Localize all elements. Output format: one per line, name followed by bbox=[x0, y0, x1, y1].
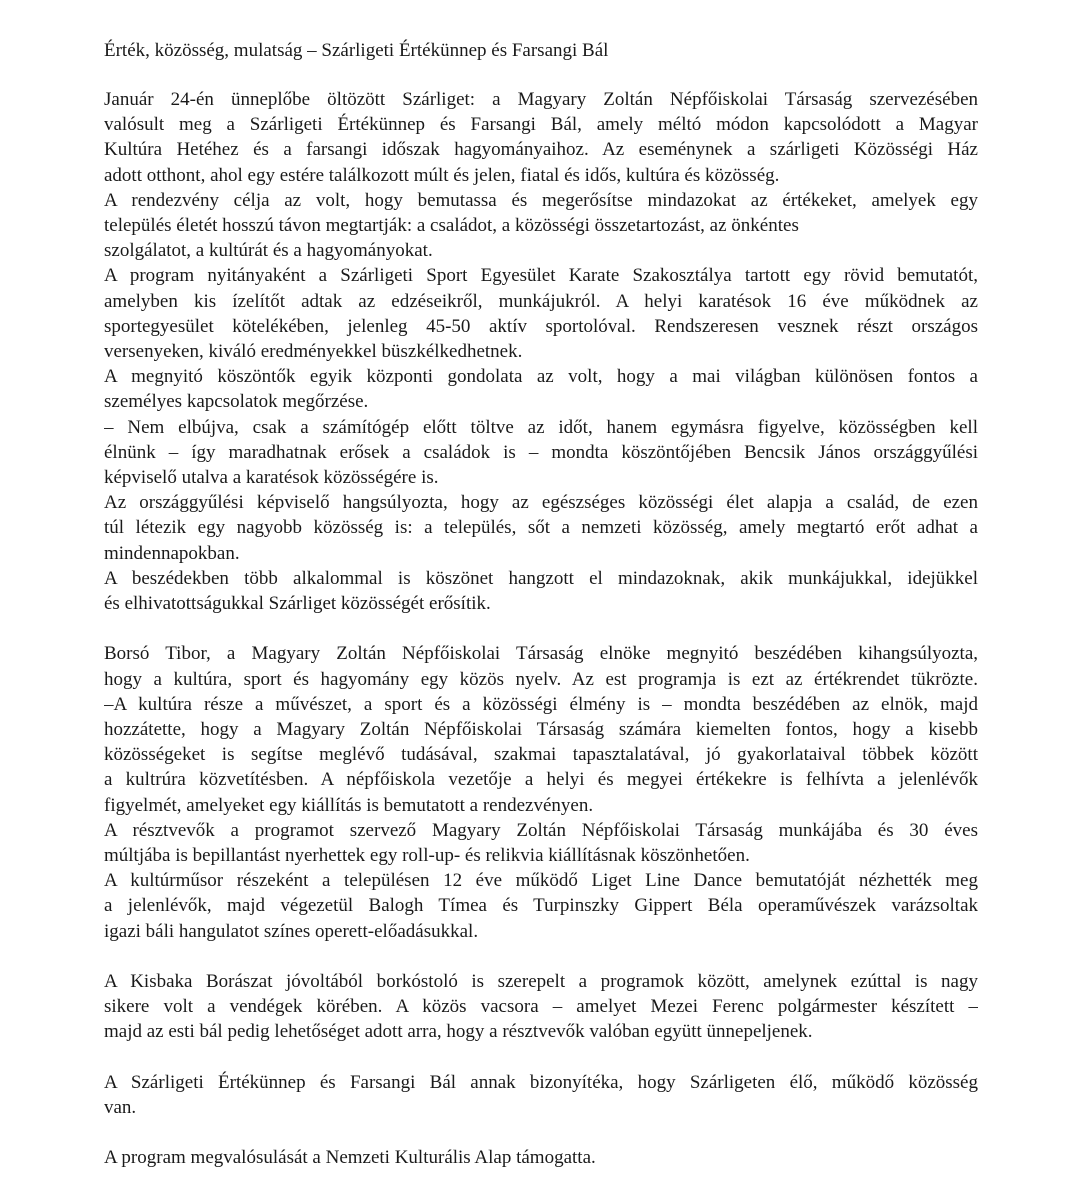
paragraph-line: – Nem elbújva, csak a számítógép előtt töltve az időt, hanem egymásra figyelve, közösségben kell bbox=[104, 416, 978, 438]
paragraph-line: és elhivatottságukkal Szárliget közösségét erősítik. bbox=[104, 593, 491, 614]
paragraph-line: közösségeket is segítse meglévő tudásával, szakmai tapasztalatával, jó gyakorlataival többek között bbox=[104, 744, 978, 766]
paragraph-line: túl létezik egy nagyobb közösség is: a település, sőt a nemzeti közösség, amely megtartó erőt adhat a bbox=[104, 517, 978, 539]
paragraph-line: Borsó Tibor, a Magyary Zoltán Népfőiskolai Társaság elnöke megnyitó beszédében kihangsúlyozta, bbox=[104, 643, 978, 665]
paragraph-line: a kultrúra közvetítésben. A népfőiskola vezetője a helyi és megyei értékekre is felhívta a jelenlévők bbox=[104, 769, 978, 791]
paragraph-line: A program nyitányaként a Szárligeti Sport Egyesület Karate Szakosztálya tartott egy rövid bemutatót, bbox=[104, 265, 978, 287]
paragraph-line: figyelmét, amelyeket egy kiállítás is bemutatott a rendezvényen. bbox=[104, 794, 594, 816]
article-title: Érték, közösség, mulatság – Szárligeti Értékünnep és Farsangi Bál bbox=[104, 40, 609, 61]
paragraph-line: a jelenlévők, majd végezetül Balogh Tímea és Turpinszky Gippert Béla operaművészek varázsoltak bbox=[104, 895, 978, 917]
paragraph-line: A program megvalósulását a Nemzeti Kulturális Alap támogatta. bbox=[104, 1147, 596, 1169]
paragraph-line: élnünk – így maradhatnak erősek a családok is – mondta köszöntőjében Bencsik János országgyűlési bbox=[104, 441, 978, 463]
paragraph-line: település életét hosszú távon megtartják: a családot, a közösségi összetartozást, az önkéntes bbox=[104, 215, 799, 236]
paragraph-line: valósult meg a Szárligeti Értékünnep és Farsangi Bál, amely méltó módon kapcsolódott a Magyar bbox=[104, 114, 978, 136]
paragraph-line: Az országgyűlési képviselő hangsúlyozta, hogy az egészséges közösségi élet alapja a család, de ezen bbox=[104, 492, 978, 514]
paragraph-line: sportegyesület kötelékében, jelenleg 45-50 aktív sportolóval. Rendszeresen vesznek részt országos bbox=[104, 315, 978, 337]
paragraph-line: mindennapokban. bbox=[104, 542, 240, 564]
paragraph-line: A rendezvény célja az volt, hogy bemutassa és megerősítse mindazokat az értékeket, amelyek egy bbox=[104, 189, 978, 211]
paragraph-line: hogy a kultúra, sport és hagyomány egy közös nyelv. Az est programja is ezt az értékrendet tükrözte. bbox=[104, 668, 978, 690]
paragraph-line: adott otthont, ahol egy estére találkozott múlt és jelen, fiatal és idős, kultúra és közösség. bbox=[104, 164, 780, 186]
paragraph-line: A beszédekben több alkalommal is köszönet hangzott el mindazoknak, akik munkájukkal, idejükkel bbox=[104, 567, 978, 589]
paragraph-line: sikere volt a vendégek körében. A közös vacsora – amelyet Mezei Ferenc polgármester készített – bbox=[104, 996, 978, 1018]
paragraph-line: A kultúrműsor részeként a településen 12 éve működő Liget Line Dance bemutatóját nézhették meg bbox=[104, 870, 978, 892]
paragraph-line: A Kisbaka Borászat jóvoltából borkóstoló is szerepelt a programok között, amelynek ezúttal is nagy bbox=[104, 971, 978, 992]
paragraph-line: amelyben kis ízelítőt adtak az edzéseikről, munkájukról. A helyi karatésok 16 éve működnek az bbox=[104, 290, 978, 312]
paragraph-line: majd az esti bál pedig lehetőséget adott arra, hogy a résztvevők valóban együtt ünnepeljenek. bbox=[104, 1021, 813, 1043]
paragraph-line: hozzátette, hogy a Magyary Zoltán Népfőiskolai Társaság számára kiemelten fontos, hogy a kisebb bbox=[104, 719, 978, 740]
paragraph-line: A megnyitó köszöntők egyik központi gondolata az volt, hogy a mai világban különösen fontos a bbox=[104, 366, 978, 388]
paragraph-line: A résztvevők a programot szervező Magyary Zoltán Népfőiskolai Társaság munkájába és 30 éves bbox=[104, 819, 978, 841]
paragraph-line: versenyeken, kiváló eredményekkel büszkélkedhetnek. bbox=[104, 341, 523, 362]
paragraph-line: múltjába is bepillantást nyerhettek egy roll-up- és relikvia kiállításnak köszönhetően. bbox=[104, 845, 750, 866]
paragraph-line: képviselő utalva a karatésok közösségére is. bbox=[104, 467, 439, 488]
paragraph-line: igazi báli hangulatot színes operett-előadásukkal. bbox=[104, 920, 479, 942]
paragraph-line: személyes kapcsolatok megőrzése. bbox=[104, 391, 369, 413]
paragraph-line: –A kultúra része a művészet, a sport és a közösségi élmény is – mondta beszédében az elnök, majd bbox=[104, 693, 978, 715]
paragraph-line: Kultúra Hetéhez és a farsangi időszak hagyományaihoz. Az eseménynek a szárligeti Közösségi Ház bbox=[104, 139, 978, 161]
paragraph-line: Január 24-én ünneplőbe öltözött Szárliget: a Magyary Zoltán Népfőiskolai Társaság szervezésében bbox=[104, 89, 978, 110]
paragraph-line: van. bbox=[104, 1097, 137, 1118]
paragraph-line: A Szárligeti Értékünnep és Farsangi Bál annak bizonyítéka, hogy Szárligeten élő, működő közösség bbox=[104, 1071, 978, 1093]
paragraph-line: szolgálatot, a kultúrát és a hagyományokat. bbox=[104, 240, 433, 262]
